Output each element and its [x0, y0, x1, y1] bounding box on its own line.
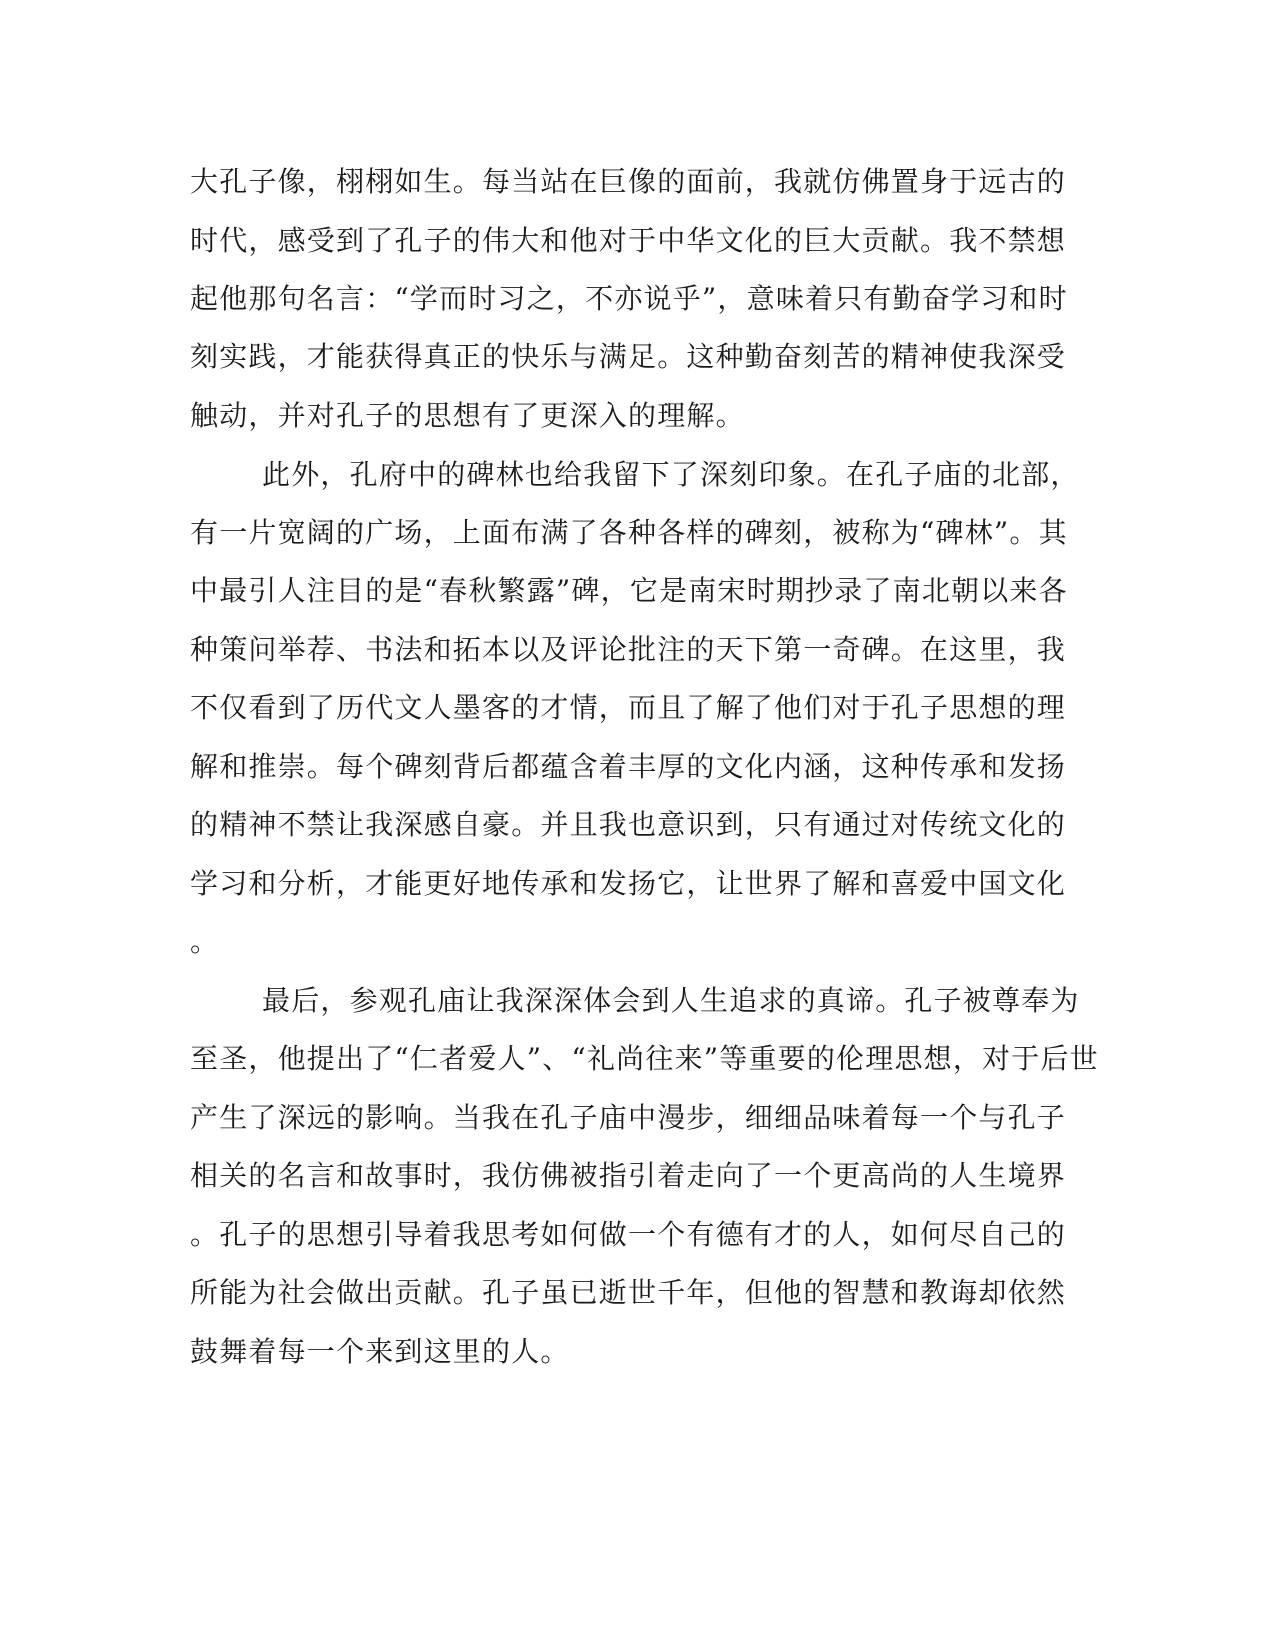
text-line: 起他那句名言：“学而时习之，不亦说乎”，意味着只有勤奋学习和时: [190, 282, 1068, 315]
text-line: 有一片宽阔的广场，上面布满了各种各样的碑刻，被称为“碑林”。其: [190, 516, 1068, 549]
text-line: 的精神不禁让我深感自豪。并且我也意识到，只有通过对传统文化的: [190, 808, 1067, 841]
text-line: 相关的名言和故事时，我仿佛被指引着走向了一个更高尚的人生境界: [190, 1159, 1067, 1192]
text-line: 鼓舞着每一个来到这里的人。: [190, 1335, 570, 1368]
text-line: 大孔子像，栩栩如生。每当站在巨像的面前，我就仿佛置身于远古的: [190, 165, 1067, 198]
text-line: 所能为社会做出贡献。孔子虽已逝世千年，但他的智慧和教诲却依然: [190, 1276, 1067, 1309]
text-line: 学习和分析，才能更好地传承和发扬它，让世界了解和喜爱中国文化: [190, 867, 1067, 900]
text-line: 刻实践，才能获得真正的快乐与满足。这种勤奋刻苦的精神使我深受: [190, 340, 1067, 373]
paragraph-first-line: 最后，参观孔庙让我深深体会到人生追求的真谛。孔子被尊奉为: [262, 984, 1080, 1017]
text-line: 解和推崇。每个碑刻背后都蕴含着丰厚的文化内涵，这种传承和发扬: [190, 750, 1067, 783]
text-line: 中最引人注目的是“春秋繁露”碑，它是南宋时期抄录了南北朝以来各: [190, 574, 1068, 607]
text-line: 。: [190, 925, 220, 958]
text-line: 产生了深远的影响。当我在孔子庙中漫步，细细品味着每一个与孔子: [190, 1101, 1067, 1134]
text-line: 至圣，他提出了“仁者爱人”、“礼尚往来”等重要的伦理思想，对于后世: [190, 1042, 1099, 1075]
text-line: 时代，感受到了孔子的伟大和他对于中华文化的巨大贡献。我不禁想: [190, 224, 1067, 257]
paragraph-first-line: 此外，孔府中的碑林也给我留下了深刻印象。在孔子庙的北部，: [262, 458, 1080, 491]
text-line: 触动，并对孔子的思想有了更深入的理解。: [190, 399, 745, 432]
text-line: 不仅看到了历代文人墨客的才情，而且了解了他们对于孔子思想的理: [190, 691, 1067, 724]
text-line: 。孔子的思想引导着我思考如何做一个有德有才的人，如何尽自己的: [190, 1218, 1067, 1251]
text-line: 种策问举荐、书法和拓本以及评论批注的天下第一奇碑。在这里，我: [190, 633, 1067, 666]
